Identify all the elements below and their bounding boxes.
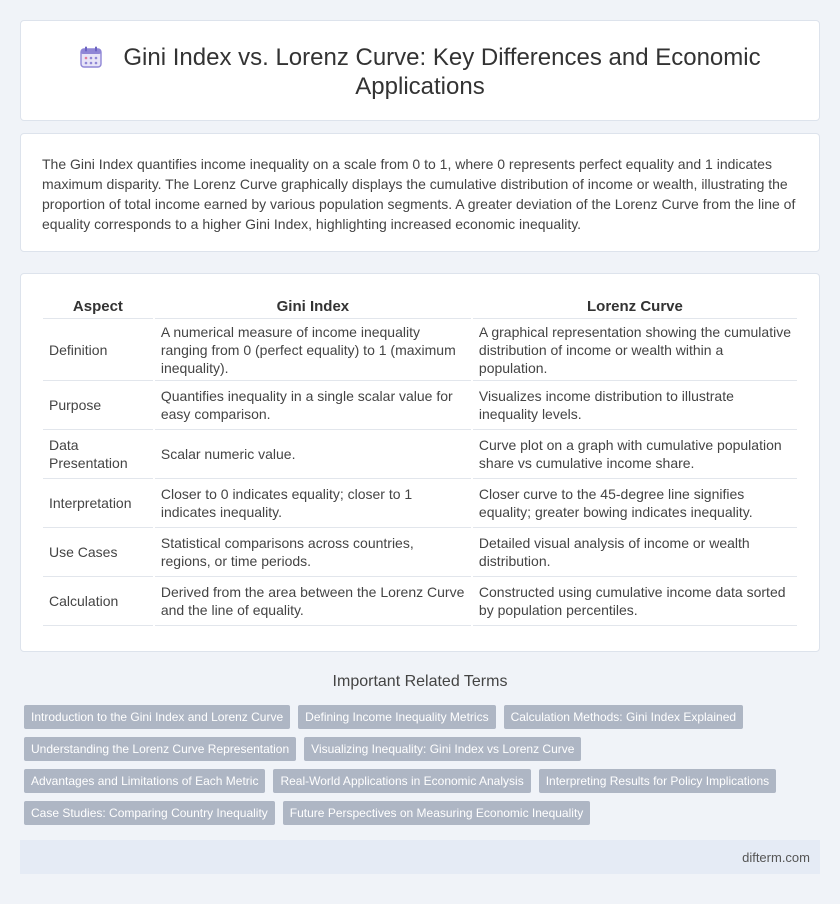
related-term-link[interactable]: Interpreting Results for Policy Implications xyxy=(539,769,776,793)
row-aspect: Definition xyxy=(43,319,153,381)
related-term-link[interactable]: Calculation Methods: Gini Index Explained xyxy=(504,705,743,729)
related-term-link[interactable]: Case Studies: Comparing Country Inequality xyxy=(24,801,275,825)
row-gini: Derived from the area between the Lorenz Curve and the line of equality. xyxy=(155,577,471,626)
tag-row xyxy=(24,769,804,793)
related-term-link[interactable]: Defining Income Inequality Metrics xyxy=(298,705,495,729)
row-gini: Quantifies inequality in a single scalar value for easy comparison. xyxy=(155,381,471,430)
row-aspect: Calculation xyxy=(43,577,153,626)
footer-site-link[interactable]: difterm.com xyxy=(742,850,810,865)
row-aspect: Data Presentation xyxy=(43,430,153,479)
calendar-icon xyxy=(79,45,103,69)
row-lorenz: Visualizes income distribution to illustrate inequality levels. xyxy=(473,381,797,430)
header-card xyxy=(20,20,820,121)
header-gini-index: Gini Index xyxy=(155,295,471,319)
page-title-block xyxy=(21,43,819,101)
related-term-link[interactable]: Understanding the Lorenz Curve Representation xyxy=(24,737,296,761)
related-term-link[interactable]: Advantages and Limitations of Each Metric xyxy=(24,769,265,793)
table-row xyxy=(43,528,797,577)
table-header-row xyxy=(43,295,797,319)
table-row xyxy=(43,319,797,381)
related-term-link[interactable]: Visualizing Inequality: Gini Index vs Lorenz Curve xyxy=(304,737,581,761)
related-term-link[interactable]: Future Perspectives on Measuring Economic Inequality xyxy=(283,801,590,825)
row-aspect: Use Cases xyxy=(43,528,153,577)
tag-row xyxy=(24,705,804,729)
row-gini: Closer to 0 indicates equality; closer to 1 indicates inequality. xyxy=(155,479,471,528)
table-row xyxy=(43,381,797,430)
row-aspect: Purpose xyxy=(43,381,153,430)
tag-row xyxy=(24,737,804,761)
row-gini: Statistical comparisons across countries, regions, or time periods. xyxy=(155,528,471,577)
table-row xyxy=(43,479,797,528)
tag-row xyxy=(24,801,804,825)
related-term-link[interactable]: Real-World Applications in Economic Analysis xyxy=(273,769,530,793)
header-lorenz-curve: Lorenz Curve xyxy=(473,295,797,319)
related-term-link[interactable]: Introduction to the Gini Index and Lorenz Curve xyxy=(24,705,290,729)
row-aspect: Interpretation xyxy=(43,479,153,528)
row-gini: Scalar numeric value. xyxy=(155,430,471,479)
footer xyxy=(20,840,820,874)
related-terms-title: Important Related Terms xyxy=(332,673,508,690)
table-row xyxy=(43,430,797,479)
intro-paragraph: The Gini Index quantifies income inequality on a scale from 0 to 1, where 0 represents perfect equality and 1 indicates maximum disparity. The Lorenz Curve graphically displays the cumulative distribution of income or wealth, illustrating the proportion of total income earned by various population segments. A greater deviation of the Lorenz Curve from the line of equality corresponds to a higher Gini Index, highlighting increased economic inequality. xyxy=(42,156,796,232)
table-row xyxy=(43,577,797,626)
row-gini: A numerical measure of income inequality ranging from 0 (perfect equality) to 1 (maximum inequality). xyxy=(155,319,471,381)
row-lorenz: Curve plot on a graph with cumulative population share vs cumulative income share. xyxy=(473,430,797,479)
row-lorenz: A graphical representation showing the cumulative distribution of income or wealth within a population. xyxy=(473,319,797,381)
page-title: Gini Index vs. Lorenz Curve: Key Differences and Economic Applications xyxy=(123,44,761,100)
row-lorenz: Constructed using cumulative income data sorted by population percentiles. xyxy=(473,577,797,626)
comparison-table-card xyxy=(20,273,820,652)
related-terms-tags xyxy=(24,705,804,833)
row-lorenz: Detailed visual analysis of income or wealth distribution. xyxy=(473,528,797,577)
intro-card xyxy=(20,133,820,252)
row-lorenz: Closer curve to the 45-degree line signifies equality; greater bowing indicates inequality. xyxy=(473,479,797,528)
comparison-table xyxy=(41,295,799,626)
header-aspect: Aspect xyxy=(43,295,153,319)
